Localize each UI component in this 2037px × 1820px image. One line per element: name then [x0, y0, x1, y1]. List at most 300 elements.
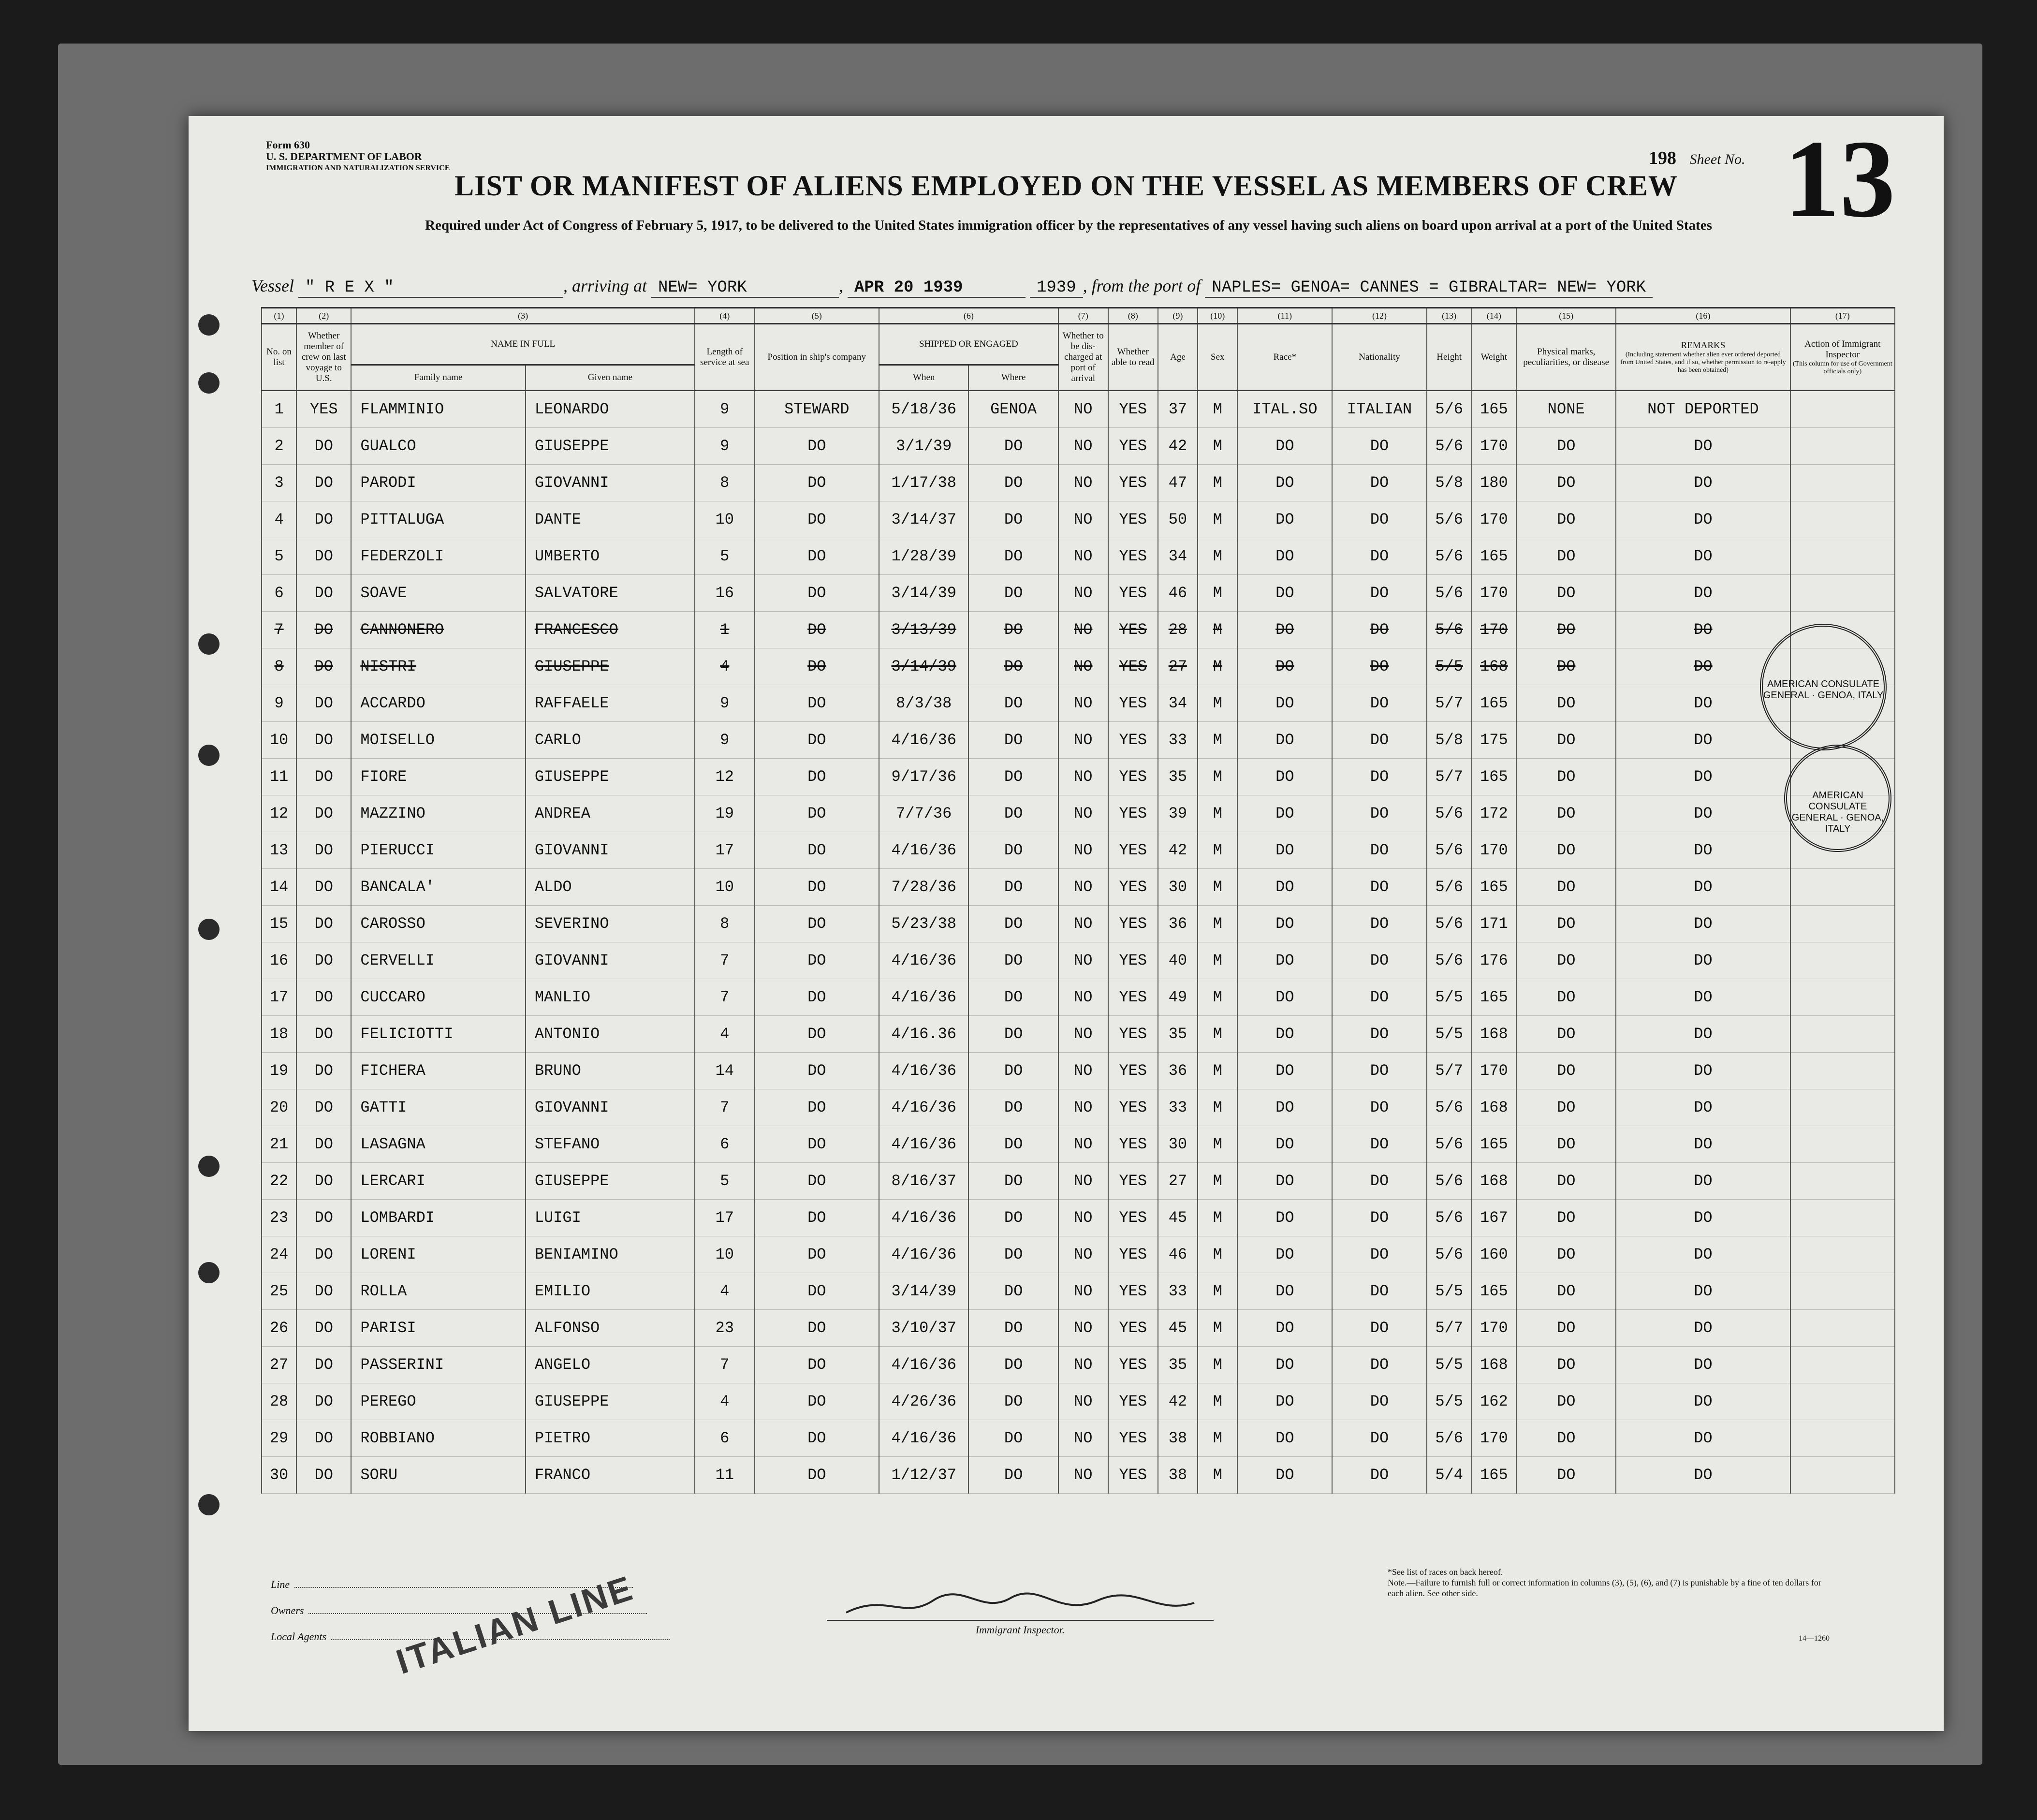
italian-line-stamp: ITALIAN LINE [392, 1569, 639, 1682]
cell-marks: DO [1516, 1053, 1616, 1089]
cell-remarks: DO [1616, 1383, 1790, 1420]
cell-action [1790, 1273, 1895, 1310]
cell-race: DO [1237, 1310, 1332, 1347]
cell-age: 27 [1158, 1163, 1198, 1200]
cell-nationality: DO [1332, 979, 1427, 1016]
sheet-number-label: 198 Sheet No. [1649, 148, 1745, 168]
cell-action [1790, 465, 1895, 501]
cell-race: ITAL.SO [1237, 391, 1332, 428]
cell-where: DO [968, 1126, 1058, 1163]
cell-position: DO [755, 722, 879, 759]
cell-given: FRANCO [526, 1457, 695, 1494]
cell-read: YES [1108, 1053, 1158, 1089]
cell-read: YES [1108, 685, 1158, 722]
cell-weight: 160 [1472, 1236, 1517, 1273]
cell-prior: DO [296, 648, 351, 685]
table-row [262, 648, 1895, 685]
cell-service: 7 [695, 1347, 755, 1383]
header-prior-crew: Whether member of crew on last voyage to U.S. [296, 324, 351, 391]
cell-action [1790, 869, 1895, 906]
cell-given: STEFANO [526, 1126, 695, 1163]
cell-service: 4 [695, 1016, 755, 1053]
cell-no: 23 [262, 1200, 296, 1236]
cell-read: YES [1108, 648, 1158, 685]
cell-where: DO [968, 1383, 1058, 1420]
cell-remarks: DO [1616, 612, 1790, 648]
cell-read: YES [1108, 1310, 1158, 1347]
cell-family: LORENI [351, 1236, 525, 1273]
cell-read: YES [1108, 832, 1158, 869]
cell-nationality: DO [1332, 759, 1427, 795]
cell-race: DO [1237, 501, 1332, 538]
cell-position: DO [755, 1347, 879, 1383]
table-row [262, 501, 1895, 538]
cell-discharge: NO [1058, 1347, 1108, 1383]
cell-prior: DO [296, 795, 351, 832]
cell-position: DO [755, 1236, 879, 1273]
cell-age: 47 [1158, 465, 1198, 501]
cell-prior: DO [296, 722, 351, 759]
cell-where: DO [968, 942, 1058, 979]
header-where: Where [968, 365, 1058, 391]
cell-sex: M [1198, 1383, 1237, 1420]
cell-remarks: DO [1616, 1457, 1790, 1494]
cell-height: 5/6 [1427, 501, 1472, 538]
cell-read: YES [1108, 612, 1158, 648]
cell-given: SALVATORE [526, 575, 695, 612]
cell-given: ANGELO [526, 1347, 695, 1383]
cell-no: 8 [262, 648, 296, 685]
cell-no: 14 [262, 869, 296, 906]
cell-race: DO [1237, 685, 1332, 722]
cell-nationality: DO [1332, 465, 1427, 501]
cell-marks: DO [1516, 1420, 1616, 1457]
cell-prior: DO [296, 428, 351, 465]
cell-prior: DO [296, 1236, 351, 1273]
cell-remarks: DO [1616, 1236, 1790, 1273]
cell-race: DO [1237, 795, 1332, 832]
cell-family: PARISI [351, 1310, 525, 1347]
cell-prior: DO [296, 832, 351, 869]
cell-service: 4 [695, 1383, 755, 1420]
cell-family: SORU [351, 1457, 525, 1494]
cell-age: 28 [1158, 612, 1198, 648]
cell-no: 30 [262, 1457, 296, 1494]
cell-action [1790, 391, 1895, 428]
cell-age: 33 [1158, 1089, 1198, 1126]
cell-remarks: DO [1616, 501, 1790, 538]
cell-service: 6 [695, 1420, 755, 1457]
cell-remarks: DO [1616, 1089, 1790, 1126]
cell-read: YES [1108, 1126, 1158, 1163]
cell-service: 19 [695, 795, 755, 832]
cell-service: 8 [695, 906, 755, 942]
cell-read: YES [1108, 1016, 1158, 1053]
cell-no: 13 [262, 832, 296, 869]
cell-prior: DO [296, 1200, 351, 1236]
cell-when: 4/16/36 [879, 832, 968, 869]
cell-when: 3/14/39 [879, 575, 968, 612]
form-identifier: Form 630 U. S. DEPARTMENT OF LABOR IMMIGRATION AND NATURALIZATION SERVICE [266, 139, 450, 172]
cell-weight: 170 [1472, 1420, 1517, 1457]
cell-prior: DO [296, 465, 351, 501]
header-age: Age [1158, 324, 1198, 391]
cell-where: DO [968, 1053, 1058, 1089]
cell-when: 9/17/36 [879, 759, 968, 795]
inspector-signature: Immigrant Inspector. [827, 1591, 1214, 1636]
cell-where: DO [968, 465, 1058, 501]
cell-when: 4/26/36 [879, 1383, 968, 1420]
cell-service: 7 [695, 1089, 755, 1126]
cell-race: DO [1237, 1200, 1332, 1236]
cell-family: CAROSSO [351, 906, 525, 942]
cell-position: DO [755, 832, 879, 869]
cell-age: 42 [1158, 832, 1198, 869]
cell-action [1790, 1457, 1895, 1494]
cell-height: 5/6 [1427, 869, 1472, 906]
cell-read: YES [1108, 759, 1158, 795]
cell-height: 5/7 [1427, 1310, 1472, 1347]
cell-action [1790, 1236, 1895, 1273]
cell-when: 7/7/36 [879, 795, 968, 832]
cell-position: STEWARD [755, 391, 879, 428]
cell-nationality: DO [1332, 685, 1427, 722]
cell-service: 5 [695, 538, 755, 575]
cell-when: 1/17/38 [879, 465, 968, 501]
cell-age: 35 [1158, 1347, 1198, 1383]
cell-no: 11 [262, 759, 296, 795]
footer-fields: Line Owners Local Agents [271, 1571, 670, 1650]
cell-given: ANTONIO [526, 1016, 695, 1053]
cell-position: DO [755, 942, 879, 979]
cell-marks: DO [1516, 1273, 1616, 1310]
cell-nationality: DO [1332, 942, 1427, 979]
cell-height: 5/6 [1427, 906, 1472, 942]
cell-read: YES [1108, 1273, 1158, 1310]
cell-action [1790, 1347, 1895, 1383]
cell-race: DO [1237, 979, 1332, 1016]
binder-hole [198, 1156, 220, 1177]
cell-discharge: NO [1058, 1420, 1108, 1457]
cell-service: 4 [695, 1273, 755, 1310]
cell-where: DO [968, 722, 1058, 759]
cell-no: 18 [262, 1016, 296, 1053]
cell-marks: DO [1516, 1457, 1616, 1494]
cell-sex: M [1198, 869, 1237, 906]
cell-no: 28 [262, 1383, 296, 1420]
cell-when: 7/28/36 [879, 869, 968, 906]
cell-weight: 162 [1472, 1383, 1517, 1420]
cell-age: 39 [1158, 795, 1198, 832]
cell-action [1790, 428, 1895, 465]
cell-nationality: DO [1332, 1420, 1427, 1457]
cell-family: SOAVE [351, 575, 525, 612]
cell-marks: DO [1516, 1236, 1616, 1273]
old-sheet-number: 198 [1649, 148, 1676, 168]
cell-age: 30 [1158, 1126, 1198, 1163]
cell-remarks: DO [1616, 648, 1790, 685]
table-row [262, 1383, 1895, 1420]
cell-read: YES [1108, 1236, 1158, 1273]
cell-height: 5/6 [1427, 612, 1472, 648]
cell-service: 7 [695, 979, 755, 1016]
header-position: Position in ship's company [755, 324, 879, 391]
cell-no: 15 [262, 906, 296, 942]
cell-position: DO [755, 538, 879, 575]
cell-discharge: NO [1058, 648, 1108, 685]
cell-position: DO [755, 1420, 879, 1457]
cell-read: YES [1108, 538, 1158, 575]
cell-when: 4/16/36 [879, 942, 968, 979]
header-sex: Sex [1198, 324, 1237, 391]
cell-read: YES [1108, 1163, 1158, 1200]
header-able-to-read: Whether able to read [1108, 324, 1158, 391]
cell-height: 5/6 [1427, 538, 1472, 575]
cell-given: CARLO [526, 722, 695, 759]
cell-age: 34 [1158, 538, 1198, 575]
cell-prior: DO [296, 685, 351, 722]
cell-remarks: DO [1616, 1126, 1790, 1163]
cell-read: YES [1108, 1089, 1158, 1126]
cell-given: UMBERTO [526, 538, 695, 575]
table-row [262, 1347, 1895, 1383]
cell-position: DO [755, 1163, 879, 1200]
cell-weight: 168 [1472, 648, 1517, 685]
cell-family: CUCCARO [351, 979, 525, 1016]
cell-no: 2 [262, 428, 296, 465]
cell-sex: M [1198, 685, 1237, 722]
cell-action [1790, 538, 1895, 575]
table-row [262, 759, 1895, 795]
cell-no: 27 [262, 1347, 296, 1383]
cell-prior: DO [296, 1457, 351, 1494]
cell-sex: M [1198, 1016, 1237, 1053]
cell-nationality: DO [1332, 832, 1427, 869]
cell-remarks: DO [1616, 979, 1790, 1016]
cell-sex: M [1198, 1310, 1237, 1347]
cell-prior: DO [296, 1273, 351, 1310]
cell-height: 5/6 [1427, 942, 1472, 979]
cell-sex: M [1198, 465, 1237, 501]
cell-race: DO [1237, 1089, 1332, 1126]
cell-when: 5/23/38 [879, 906, 968, 942]
cell-action [1790, 1383, 1895, 1420]
cell-age: 36 [1158, 1053, 1198, 1089]
cell-family: PIERUCCI [351, 832, 525, 869]
cell-when: 3/14/39 [879, 648, 968, 685]
cell-height: 5/6 [1427, 1126, 1472, 1163]
cell-service: 6 [695, 1126, 755, 1163]
cell-marks: DO [1516, 759, 1616, 795]
cell-position: DO [755, 869, 879, 906]
cell-prior: DO [296, 1053, 351, 1089]
cell-nationality: DO [1332, 501, 1427, 538]
header-nationality: Nationality [1332, 324, 1427, 391]
cell-discharge: NO [1058, 428, 1108, 465]
cell-age: 33 [1158, 1273, 1198, 1310]
cell-weight: 165 [1472, 685, 1517, 722]
cell-where: DO [968, 575, 1058, 612]
page-title: LIST OR MANIFEST OF ALIENS EMPLOYED ON THE VESSEL AS MEMBERS OF CREW [454, 170, 1678, 202]
cell-discharge: NO [1058, 1310, 1108, 1347]
form-code: 14—1260 [1799, 1634, 1830, 1643]
cell-no: 9 [262, 685, 296, 722]
cell-when: 3/13/39 [879, 612, 968, 648]
cell-read: YES [1108, 1420, 1158, 1457]
cell-weight: 165 [1472, 979, 1517, 1016]
cell-weight: 168 [1472, 1016, 1517, 1053]
cell-family: MOISELLO [351, 722, 525, 759]
table-row [262, 1236, 1895, 1273]
cell-height: 5/7 [1427, 685, 1472, 722]
cell-position: DO [755, 1457, 879, 1494]
cell-when: 1/12/37 [879, 1457, 968, 1494]
cell-no: 26 [262, 1310, 296, 1347]
cell-weight: 168 [1472, 1347, 1517, 1383]
binder-hole [198, 919, 220, 940]
cell-marks: DO [1516, 722, 1616, 759]
cell-service: 23 [695, 1310, 755, 1347]
signature-scrawl [827, 1591, 1214, 1620]
cell-where: GENOA [968, 391, 1058, 428]
table-row [262, 942, 1895, 979]
cell-prior: DO [296, 1089, 351, 1126]
cell-prior: DO [296, 1347, 351, 1383]
cell-where: DO [968, 428, 1058, 465]
cell-no: 6 [262, 575, 296, 612]
arrival-year: 1939 [1030, 279, 1083, 298]
cell-remarks: DO [1616, 465, 1790, 501]
cell-marks: DO [1516, 1310, 1616, 1347]
cell-sex: M [1198, 1126, 1237, 1163]
cell-given: GIOVANNI [526, 1089, 695, 1126]
cell-height: 5/5 [1427, 1347, 1472, 1383]
cell-read: YES [1108, 906, 1158, 942]
cell-nationality: DO [1332, 1089, 1427, 1126]
binder-hole [198, 1262, 220, 1283]
cell-sex: M [1198, 391, 1237, 428]
cell-given: GIUSEPPE [526, 648, 695, 685]
cell-remarks: DO [1616, 795, 1790, 832]
cell-discharge: NO [1058, 1457, 1108, 1494]
cell-action [1790, 979, 1895, 1016]
cell-weight: 165 [1472, 759, 1517, 795]
cell-remarks: DO [1616, 759, 1790, 795]
cell-prior: DO [296, 538, 351, 575]
cell-weight: 172 [1472, 795, 1517, 832]
cell-discharge: NO [1058, 722, 1108, 759]
cell-read: YES [1108, 979, 1158, 1016]
cell-no: 22 [262, 1163, 296, 1200]
cell-nationality: ITALIAN [1332, 391, 1427, 428]
cell-discharge: NO [1058, 685, 1108, 722]
cell-given: DANTE [526, 501, 695, 538]
table-row [262, 1310, 1895, 1347]
cell-where: DO [968, 759, 1058, 795]
cell-service: 9 [695, 722, 755, 759]
cell-sex: M [1198, 575, 1237, 612]
cell-weight: 165 [1472, 538, 1517, 575]
cell-height: 5/6 [1427, 1163, 1472, 1200]
cell-position: DO [755, 795, 879, 832]
cell-when: 4/16.36 [879, 1016, 968, 1053]
cell-marks: DO [1516, 1383, 1616, 1420]
cell-given: MANLIO [526, 979, 695, 1016]
cell-where: DO [968, 832, 1058, 869]
cell-family: FICHERA [351, 1053, 525, 1089]
cell-position: DO [755, 979, 879, 1016]
cell-height: 5/6 [1427, 1200, 1472, 1236]
cell-position: DO [755, 1053, 879, 1089]
cell-discharge: NO [1058, 979, 1108, 1016]
cell-remarks: DO [1616, 1053, 1790, 1089]
cell-discharge: NO [1058, 832, 1108, 869]
cell-where: DO [968, 1347, 1058, 1383]
cell-where: DO [968, 685, 1058, 722]
cell-discharge: NO [1058, 1163, 1108, 1200]
table-row [262, 391, 1895, 428]
cell-no: 29 [262, 1420, 296, 1457]
cell-remarks: DO [1616, 428, 1790, 465]
cell-weight: 176 [1472, 942, 1517, 979]
cell-age: 42 [1158, 1383, 1198, 1420]
cell-read: YES [1108, 428, 1158, 465]
cell-given: LEONARDO [526, 391, 695, 428]
table-row [262, 832, 1895, 869]
header-no-on-list: No. on list [262, 324, 296, 391]
header-race: Race* [1237, 324, 1332, 391]
cell-service: 16 [695, 575, 755, 612]
cell-height: 5/6 [1427, 1236, 1472, 1273]
cell-weight: 170 [1472, 575, 1517, 612]
cell-remarks: DO [1616, 1163, 1790, 1200]
table-row [262, 428, 1895, 465]
cell-height: 5/8 [1427, 465, 1472, 501]
cell-sex: M [1198, 648, 1237, 685]
cell-sex: M [1198, 979, 1237, 1016]
cell-service: 17 [695, 1200, 755, 1236]
table-row [262, 906, 1895, 942]
cell-when: 8/16/37 [879, 1163, 968, 1200]
consulate-seal: AMERICAN CONSULATE GENERAL · GENOA, ITALY [1760, 624, 1887, 750]
cell-age: 40 [1158, 942, 1198, 979]
cell-when: 5/18/36 [879, 391, 968, 428]
cell-prior: YES [296, 391, 351, 428]
cell-discharge: NO [1058, 906, 1108, 942]
cell-remarks: DO [1616, 722, 1790, 759]
cell-nationality: DO [1332, 428, 1427, 465]
cell-discharge: NO [1058, 1053, 1108, 1089]
cell-sex: M [1198, 538, 1237, 575]
cell-read: YES [1108, 391, 1158, 428]
cell-marks: DO [1516, 1200, 1616, 1236]
cell-sex: M [1198, 1200, 1237, 1236]
cell-age: 34 [1158, 685, 1198, 722]
cell-family: CANNONERO [351, 612, 525, 648]
cell-race: DO [1237, 1420, 1332, 1457]
cell-remarks: DO [1616, 1310, 1790, 1347]
cell-nationality: DO [1332, 612, 1427, 648]
cell-remarks: DO [1616, 575, 1790, 612]
cell-read: YES [1108, 501, 1158, 538]
cell-given: GIUSEPPE [526, 1383, 695, 1420]
cell-family: ROBBIANO [351, 1420, 525, 1457]
cell-where: DO [968, 1089, 1058, 1126]
header-shipped-or-engaged: SHIPPED OR ENGAGED [879, 324, 1058, 365]
cell-discharge: NO [1058, 538, 1108, 575]
cell-prior: DO [296, 612, 351, 648]
cell-race: DO [1237, 759, 1332, 795]
